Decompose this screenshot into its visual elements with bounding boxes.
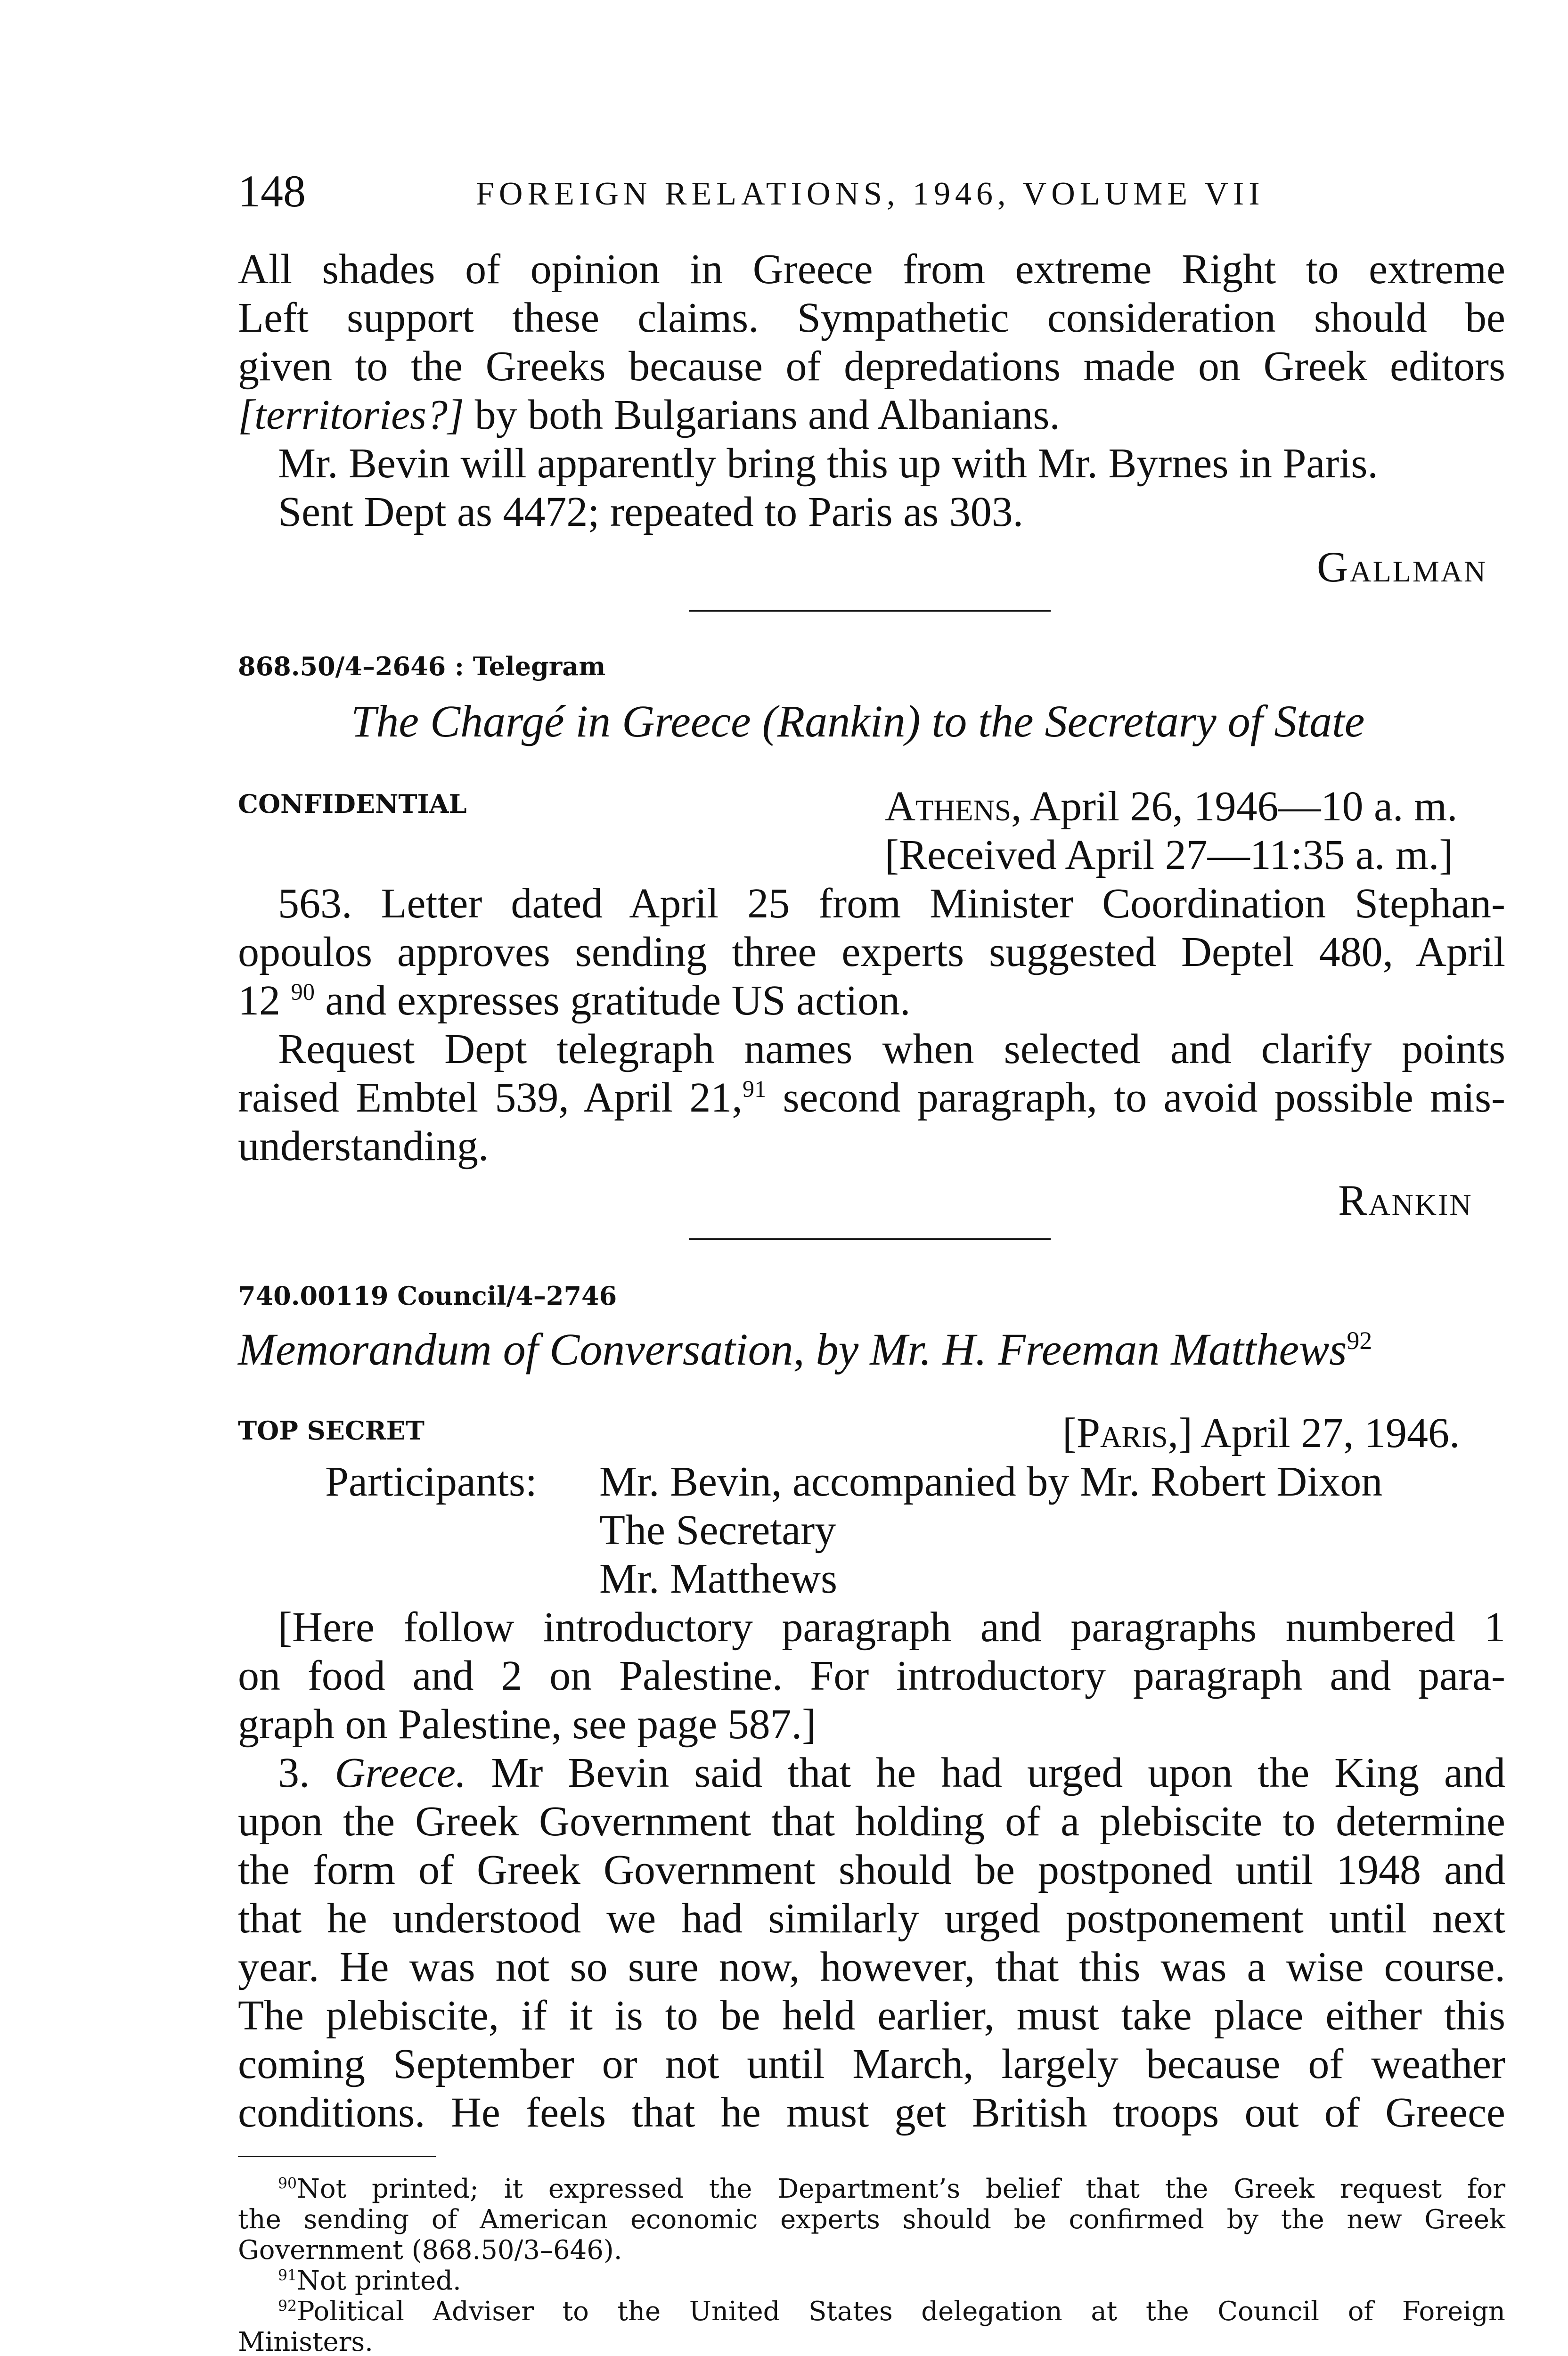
section-divider [689, 1238, 1051, 1240]
text-line: 3. Greece. Mr Bevin said that he had urged upon the King and [278, 1750, 1506, 1796]
footnote-ref-92: 92 [1347, 1326, 1372, 1355]
text-line: upon the Greek Government that holding of a plebiscite to determine [238, 1798, 1505, 1845]
footnote-line: Ministers. [238, 2327, 373, 2356]
text-line: Mr. Bevin will apparently bring this up with Mr. Byrnes in Paris. [278, 440, 1378, 487]
document-heading: Memorandum of Conversation, by Mr. H. Freeman Matthews$^{92}$ [238, 1324, 1372, 1374]
text-line: Sent Dept as 4472; repeated to Paris as 303. [278, 489, 1024, 535]
footnote-number: 91 [278, 2267, 297, 2284]
footnote-rule [238, 2156, 436, 2157]
text-line: [territories?] by both Bulgarians and Albanians. [238, 392, 1060, 438]
signature-gallman: Gallman [1317, 543, 1487, 591]
dateline-place: [Paris,] [1062, 1410, 1193, 1456]
document-heading: The Chargé in Greece (Rankin) to the Secretary of State [351, 696, 1365, 746]
topic-greece: Greece. [335, 1750, 466, 1796]
text-line: the form of Greek Government should be postponed until 1948 and [238, 1847, 1505, 1893]
participants-label: Participants: [325, 1458, 537, 1505]
text-line: Left support these claims. Sympathetic consideration should be [238, 294, 1505, 341]
text-line: graph on Palestine, see page 587.] [238, 1701, 817, 1748]
text-line: raised Embtel 539, April 21,91 second paragraph, to avoid possible mis- [238, 1074, 1506, 1121]
dateline-place: Athens, [885, 783, 1022, 830]
footnote-line: the sending of American economic experts should be confirmed by the new Greek [238, 2204, 1505, 2235]
footnote-92: $^{92}$Political Adviser to the United States delegation at the Council of Foreign [278, 2296, 1505, 2327]
running-title: FOREIGN RELATIONS, 1946, VOLUME VII [476, 176, 1265, 212]
footnote-number: 92 [278, 2298, 297, 2315]
file-code: 868.50/4–2646 : Telegram [238, 651, 606, 681]
footnote-91: $^{91}$Not printed. [278, 2266, 461, 2296]
text-line: [Here follow introductory paragraph and paragraphs numbered 1 [278, 1604, 1505, 1651]
section-divider [689, 610, 1051, 612]
text-line: The plebiscite, if it is to be held earlier, must take place either this [238, 1992, 1505, 2039]
footnote-ref-91: 91 [742, 1076, 767, 1102]
dateline [1062, 1409, 1460, 1457]
text-line: opoulos approves sending three experts suggested Deptel 480, April [238, 929, 1505, 975]
text-line: on food and 2 on Palestine. For introductory paragraph and para- [238, 1652, 1505, 1699]
file-code: 740.00119 Council/4–2746 [238, 1281, 617, 1311]
dateline-date: April 26, 1946—10 a. m. [1030, 783, 1458, 830]
text-line: Request Dept telegraph names when selected and clarify points [278, 1026, 1505, 1072]
text-line: understanding. [238, 1123, 489, 1170]
footnote-ref-90: 90 [291, 979, 315, 1005]
text-line: 12 $^{90}$ and expresses gratitude US action. [238, 977, 911, 1024]
classification-label: CONFIDENTIAL [238, 789, 467, 819]
text-line: All shades of opinion in Greece from extreme Right to extreme [238, 246, 1505, 293]
classification-label: TOP SECRET [238, 1415, 425, 1446]
participant: Mr. Matthews [599, 1555, 837, 1602]
text-line: 563. Letter dated April 25 from Minister Coordination Stephan- [278, 880, 1505, 927]
text-line: given to the Greeks because of depredations made on Greek editors [238, 343, 1505, 390]
signature-rankin: Rankin [1338, 1176, 1473, 1224]
text-line: coming September or not until March, largely because of weather [238, 2041, 1505, 2087]
text-line: conditions. He feels that he must get British troops out of Greece [238, 2089, 1505, 2136]
footnote-number: 90 [278, 2175, 297, 2192]
footnote-line: Government (868.50/3–646). [238, 2235, 622, 2266]
dateline-date: April 27, 1946. [1200, 1410, 1460, 1456]
text-line: year. He was not so sure now, however, that this was a wise course. [238, 1944, 1505, 1990]
dateline [885, 782, 1457, 831]
page-number: 148 [238, 166, 306, 216]
italic-insert: [territories?] [238, 392, 465, 438]
received-line: [Received April 27—11:35 a. m.] [885, 832, 1454, 878]
footnote-90: $^{90}$Not printed; it expressed the Department’s belief that the Greek request for [278, 2174, 1505, 2204]
text-line: that he understood we had similarly urged postponement until next [238, 1895, 1505, 1942]
participant: The Secretary [599, 1507, 836, 1554]
participant: Mr. Bevin, accompanied by Mr. Robert Dixon [599, 1458, 1383, 1505]
